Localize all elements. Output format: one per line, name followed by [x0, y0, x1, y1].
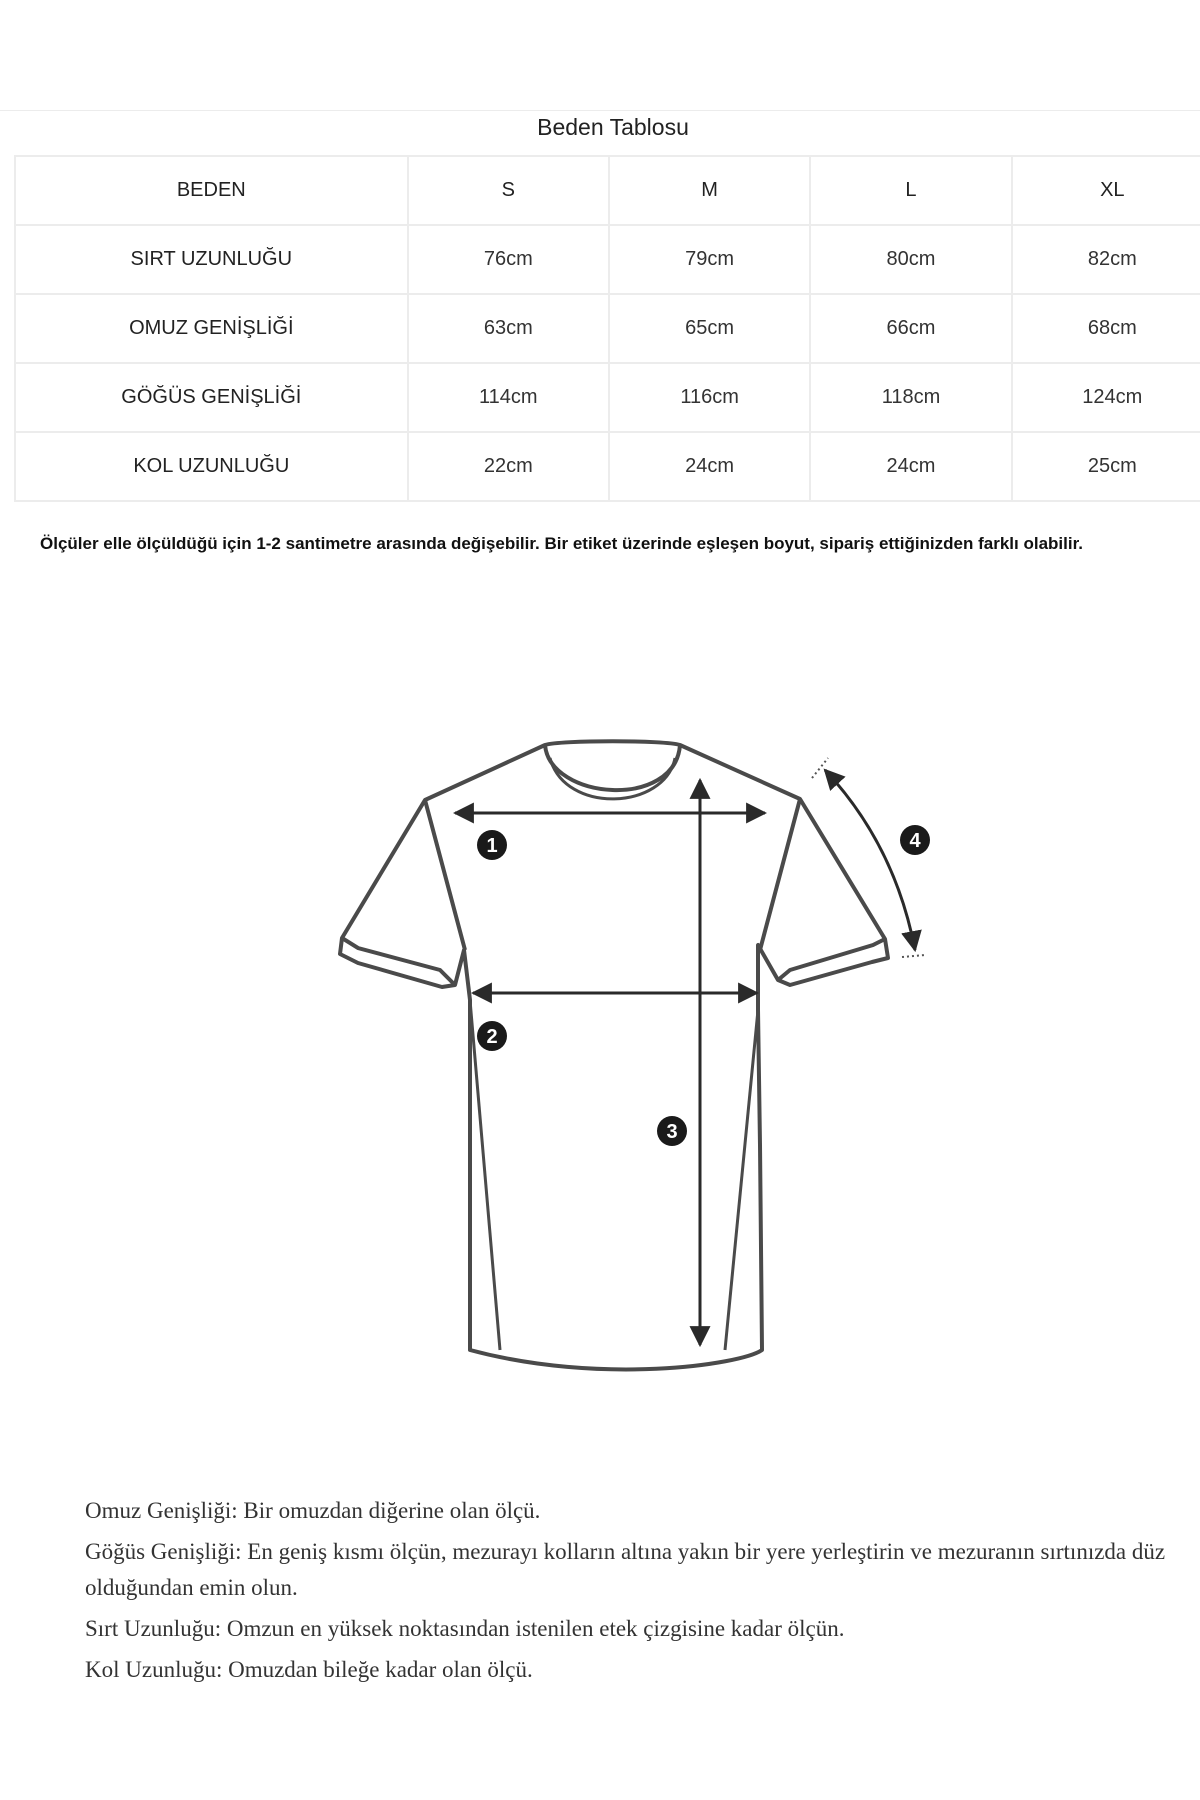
note-sleeve: Kol Uzunluğu: Omuzdan bileğe kadar olan ölçü. [85, 1657, 533, 1682]
marker-4 [900, 825, 930, 855]
table-cell: 116cm [609, 363, 810, 432]
size-chart-title: Beden Tablosu [537, 114, 689, 140]
side-seam-right [725, 1010, 758, 1350]
table-row [15, 363, 1200, 432]
table-cell: 68cm [1012, 294, 1200, 363]
table-header-row [15, 156, 1200, 225]
table-cell: 82cm [1012, 225, 1200, 294]
header-l: L [810, 156, 1011, 225]
table-cell: 114cm [408, 363, 609, 432]
measurement-notes [85, 1493, 1200, 1693]
table-cell: 25cm [1012, 432, 1200, 501]
tshirt-measurement-diagram [0, 700, 1200, 1400]
table-cell: 79cm [609, 225, 810, 294]
sleeve-guide-top [812, 758, 828, 778]
header-xl: XL [1012, 156, 1200, 225]
size-chart-table [14, 155, 1200, 502]
marker-1 [477, 830, 507, 860]
table-cell: 124cm [1012, 363, 1200, 432]
table-cell: 76cm [408, 225, 609, 294]
sleeve-guide-bottom [902, 955, 925, 957]
row-label: OMUZ GENİŞLİĞİ [15, 294, 408, 363]
table-cell: 118cm [810, 363, 1011, 432]
table-cell: 63cm [408, 294, 609, 363]
note-chest: Göğüs Genişliği: En geniş kısmı ölçün, mezurayı kolların altına yakın bir yere yerleştirin ve mezuranın sırtınızda düz olduğundan emin olun. [85, 1539, 1166, 1600]
marker-3 [657, 1116, 687, 1146]
header-m: M [609, 156, 810, 225]
measurement-disclaimer: Ölçüler elle ölçüldüğü için 1-2 santimetre arasında değişebilir. Bir etiket üzerinde eşleşen boyut, sipariş ettiğinizden farklı olabilir. [40, 534, 1083, 553]
table-cell: 24cm [810, 432, 1011, 501]
sleeve-seam-left [425, 800, 465, 950]
table-cell: 80cm [810, 225, 1011, 294]
marker-2 [477, 1021, 507, 1051]
side-seam-left [470, 1000, 500, 1350]
table-row [15, 225, 1200, 294]
marker-4-label: 4 [909, 830, 921, 852]
row-label: KOL UZUNLUĞU [15, 432, 408, 501]
tshirt-outline [340, 741, 888, 1369]
table-cell: 65cm [609, 294, 810, 363]
table-row [15, 432, 1200, 501]
header-s: S [408, 156, 609, 225]
row-label: GÖĞÜS GENİŞLİĞİ [15, 363, 408, 432]
table-row [15, 294, 1200, 363]
table-cell: 22cm [408, 432, 609, 501]
marker-1-label: 1 [486, 835, 498, 857]
header-size: BEDEN [15, 156, 408, 225]
note-shoulder: Omuz Genişliği: Bir omuzdan diğerine olan ölçü. [85, 1498, 541, 1523]
table-cell: 66cm [810, 294, 1011, 363]
marker-2-label: 2 [486, 1026, 498, 1048]
sleeve-seam-right [760, 799, 800, 950]
top-divider [0, 110, 1200, 111]
note-back-length: Sırt Uzunluğu: Omzun en yüksek noktasından istenilen etek çizgisine kadar ölçün. [85, 1616, 845, 1641]
row-label: SIRT UZUNLUĞU [15, 225, 408, 294]
marker-3-label: 3 [666, 1121, 678, 1143]
table-cell: 24cm [609, 432, 810, 501]
